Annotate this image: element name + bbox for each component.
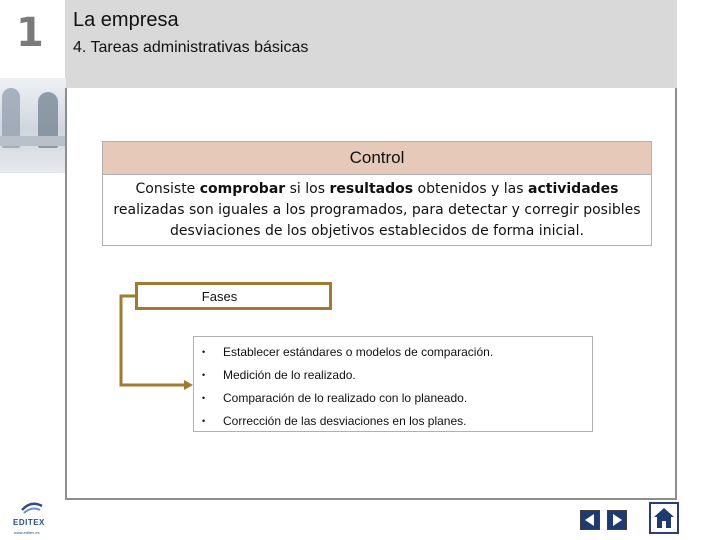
control-text-fragment: realizadas son iguales a los programados, para detectar y corregir posibles desviaciones de los objetivos establecidos de forma inicial. bbox=[113, 202, 641, 239]
list-item: • Comparación de lo realizado con lo planeado. bbox=[194, 387, 592, 410]
home-button[interactable] bbox=[649, 502, 679, 534]
home-icon bbox=[651, 504, 677, 532]
bullet-icon: • bbox=[202, 370, 206, 380]
logo-url: www.editex.es bbox=[14, 530, 40, 535]
control-heading: Control bbox=[103, 142, 651, 175]
control-keyword: actividades bbox=[528, 181, 619, 197]
control-keyword: resultados bbox=[329, 181, 414, 197]
page-title: La empresa bbox=[73, 9, 179, 31]
control-text-fragment: obtenidos y las bbox=[413, 181, 529, 197]
list-item: • Establecer estándares o modelos de comparación. bbox=[194, 341, 592, 364]
connector-arrowhead bbox=[184, 380, 193, 390]
control-text-fragment: si los bbox=[285, 181, 330, 197]
fases-list bbox=[193, 336, 593, 432]
list-item: • Medición de lo realizado. bbox=[194, 364, 592, 387]
list-item: • Corrección de las desviaciones en los planes. bbox=[194, 410, 592, 433]
fases-label-box bbox=[135, 282, 332, 310]
arrow-left-icon bbox=[581, 511, 599, 529]
control-text-fragment: Consiste bbox=[135, 181, 200, 197]
logo-text: EDITEX bbox=[13, 518, 45, 527]
page-subtitle: 4. Tareas administrativas básicas bbox=[73, 39, 309, 56]
next-button[interactable] bbox=[607, 510, 627, 530]
chapter-number: 1 bbox=[16, 10, 44, 56]
bullet-icon: • bbox=[202, 393, 206, 403]
fases-label: Fases bbox=[201, 289, 238, 304]
control-keyword: comprobar bbox=[199, 181, 286, 197]
arrow-right-icon bbox=[608, 511, 626, 529]
previous-button[interactable] bbox=[580, 510, 600, 530]
bullet-icon: • bbox=[202, 416, 206, 426]
bullet-icon: • bbox=[202, 347, 206, 357]
